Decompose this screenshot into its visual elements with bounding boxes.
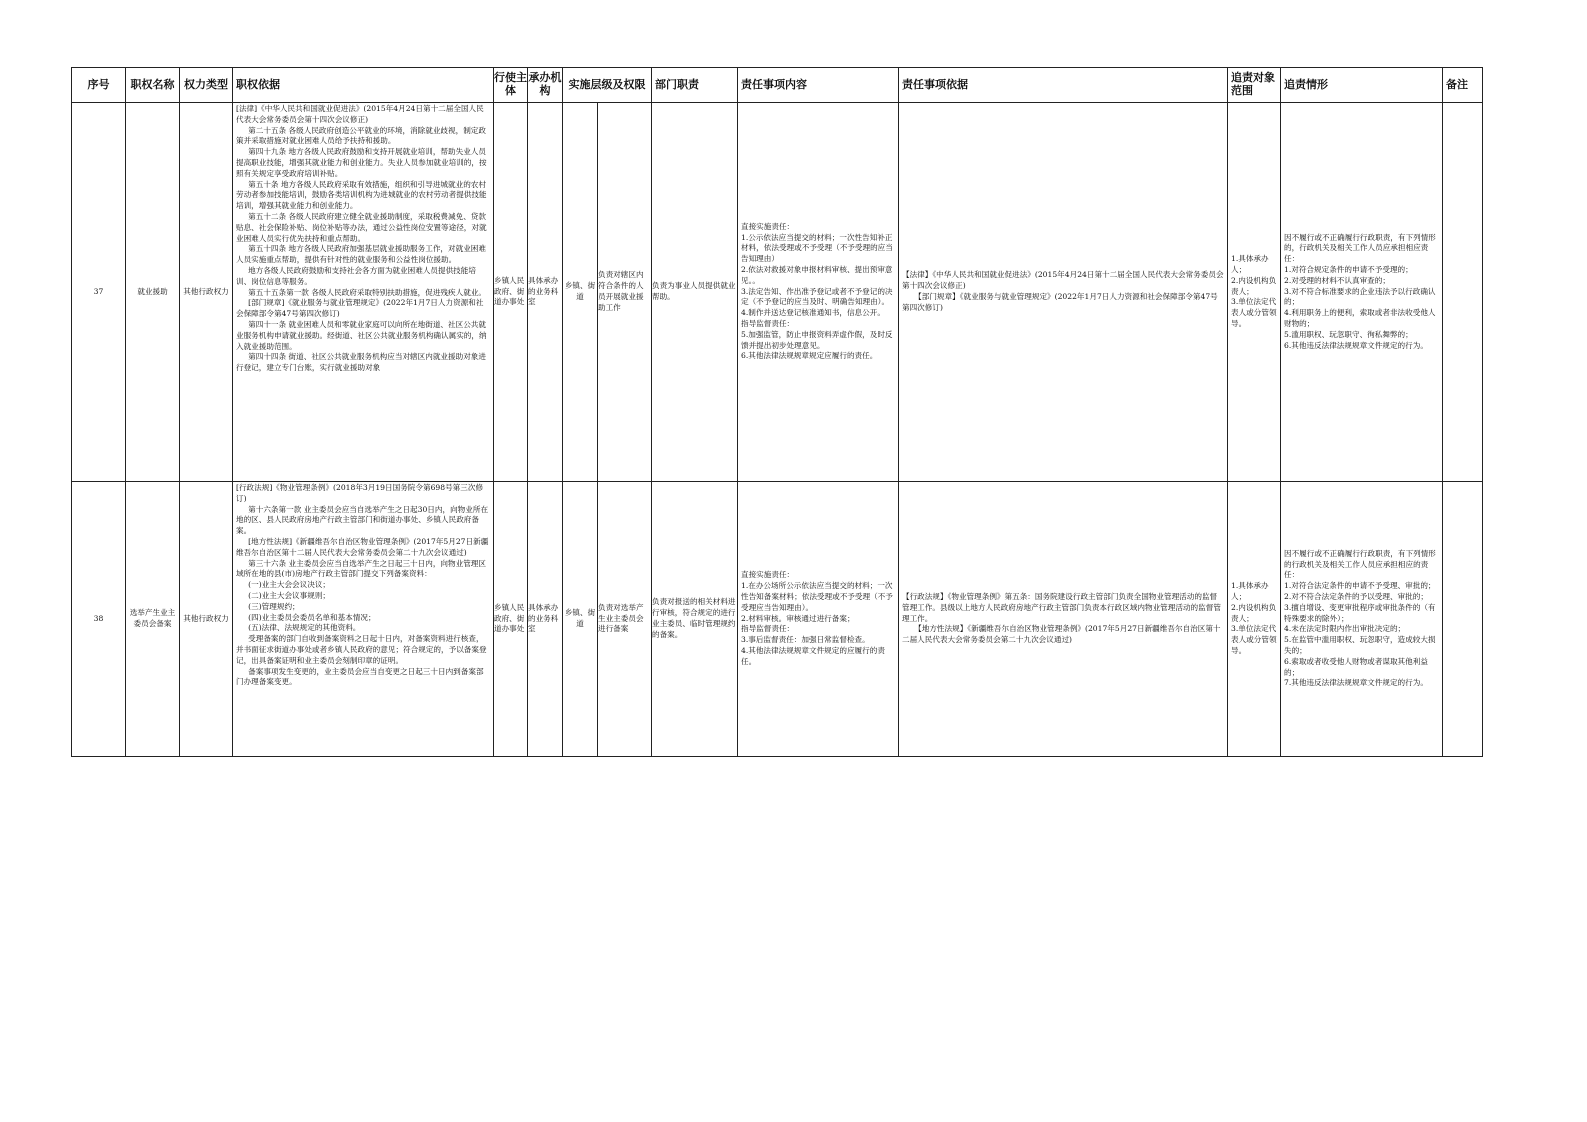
paragraph: (四)业主委员会委员名单和基本情况； [248, 612, 376, 622]
paragraph: [部门规章]《就业服务与就业管理规定》(2022年1月7日人力资源和社会保障部令第47号第四次修订) [236, 298, 484, 319]
paragraph: 第五十四条 地方各级人民政府加强基层就业援助服务工作，对就业困难人员实施重点帮助，提供有针对性的就业服务和公益性岗位援助。 [236, 244, 486, 265]
cell-basis [233, 482, 494, 757]
cell-resp [738, 103, 899, 482]
target-text [1228, 253, 1280, 331]
header-duty: 部门职责 [652, 68, 738, 103]
header-note: 备注 [1443, 68, 1483, 103]
resp-text [738, 221, 898, 363]
basis-text [233, 103, 493, 481]
table-row [72, 103, 1483, 482]
paragraph: 受理备案的部门自收到备案资料之日起十日内，对备案资料进行核查，并书面征求街道办事处或者乡镇人民政府的意见；符合规定的，予以备案登记，出具备案证明和业主委员会刻制印章的证明。 [236, 634, 487, 665]
paragraph: 1.对符合法定条件的申请不予受理、审批的； [1284, 581, 1436, 591]
paragraph: 【地方性法规】《新疆维吾尔自治区物业管理条例》(2017年5月27日新疆维吾尔自治区第十二届人民代表大会常务委员会第二十九次会议通过) [902, 624, 1221, 645]
cell-type: 其他行政权力 [180, 482, 233, 757]
header-subject: 行使主体 [494, 68, 528, 103]
header-type: 权力类型 [180, 68, 233, 103]
cell-target [1228, 103, 1281, 482]
paragraph: 第四十九条 地方各级人民政府鼓励和支持开展就业培训，帮助失业人员提高职业技能，增强其就业能力和创业能力。失业人员参加就业培训的，按照有关规定享受政府培训补贴。 [236, 147, 487, 178]
paragraph: 6.索取或者收受他人财物或者谋取其他利益的； [1284, 656, 1428, 677]
paragraph: 3.事后监督责任：加强日常监督检查。 [741, 635, 870, 645]
paragraph: 3.单位法定代表人或分管领导。 [1231, 297, 1277, 328]
cell-seq: 38 [72, 482, 126, 757]
header-seq: 序号 [72, 68, 126, 103]
paragraph: 第五十五条第一款 各级人民政府采取特别扶助措施，促进残疾人就业。 [248, 287, 486, 297]
paragraph: 5.加强监管，防止申报资料弄虚作假，及时反馈并提出初步处理意见。 [741, 329, 893, 350]
paragraph: 4.其他法律法规规章文件规定的应履行的责任。 [741, 645, 885, 666]
cases-text [1281, 232, 1442, 353]
cell-agency: 具体承办的业务科室 [528, 103, 563, 482]
header-level: 实施层级及权限 [563, 68, 652, 103]
paragraph: 指导监督责任： [741, 624, 795, 634]
paragraph: 1.对符合规定条件的申请不予受理的； [1284, 265, 1413, 274]
target-text [1228, 580, 1280, 658]
cases-text [1281, 548, 1442, 690]
paragraph: 2.内设机构负责人； [1231, 275, 1277, 296]
cell-seq: 37 [72, 103, 126, 482]
cell-name: 就业援助 [126, 103, 180, 482]
power-list-table [71, 67, 1483, 757]
paragraph: 【行政法规】《物业管理条例》第五条：国务院建设行政主管部门负责全国物业管理活动的监督管理工作。县级以上地方人民政府房地产行政主管部门负责本行政区域内物业管理活动的监督管理工作。 [902, 592, 1221, 623]
cell-subject: 乡镇人民政府、街道办事处 [494, 103, 528, 482]
paragraph: (五)法律、法规规定的其他资料。 [248, 623, 361, 633]
paragraph: (三)管理规约； [248, 601, 300, 611]
table-row [72, 482, 1483, 757]
paragraph: 第五十二条 各级人民政府建立健全就业援助制度，采取税费减免、贷款贴息、社会保险补贴、岗位补贴等办法，通过公益性岗位安置等途径，对就业困难人员实行优先扶持和重点帮助。 [236, 211, 487, 243]
paragraph: 第三十六条 业主委员会应当自选举产生之日起三十日内，向物业管理区域所在地的县(市)房地产行政主管部门提交下列备案资料： [236, 558, 486, 579]
paragraph: 1.在办公场所公示依法应当提交的材料；一次性告知备案材料；依法受理或不予受理（不予受理应当告知理由）。 [741, 581, 893, 612]
paragraph: 【部门规章】《就业服务与就业管理规定》(2022年1月7日人力资源和社会保障部令第47号第四次修订) [902, 292, 1218, 312]
paragraph: 第四十一条 就业困难人员和零就业家庭可以向所在地街道、社区公共就业服务机构申请就业援助。经街道、社区公共就业服务机构确认属实的，纳入就业援助范围。 [236, 319, 487, 351]
header-row [72, 68, 1483, 103]
paragraph: 因不履行或不正确履行行政职责，有下列情形的行政机关及相关工作人员应承担相应的责任： [1284, 548, 1436, 580]
header-agency: 承办机构 [528, 68, 563, 103]
paragraph: 2.依法对救援对象申报材料审核、提出预审意见。。 [741, 265, 893, 285]
resp-basis-text [899, 591, 1227, 647]
resp-text [738, 569, 898, 668]
header-name: 职权名称 [126, 68, 180, 103]
header-resp: 责任事项内容 [738, 68, 899, 103]
paragraph: 2.材料审核。审核通过进行备案； [741, 613, 855, 623]
paragraph: 6.其他法律法规规章规定应履行的责任。 [741, 351, 878, 361]
paragraph: 5.在监管中滥用职权、玩忽职守，造成较大损失的； [1284, 635, 1436, 655]
paragraph: 4.利用职务上的便利，索取或者非法收受他人财物的； [1284, 308, 1436, 328]
cell-scope: 负责对辖区内符合条件的人员开展就业援助工作 [598, 103, 652, 482]
paragraph: 直接实施责任： [741, 221, 795, 231]
cell-level: 乡镇、街道 [563, 103, 598, 482]
paragraph: 4.未在法定时限内作出审批决定的； [1284, 624, 1406, 634]
cell-cases [1281, 103, 1443, 482]
paragraph: 5.滥用职权、玩忽职守、徇私舞弊的； [1284, 329, 1413, 339]
cell-level: 乡镇、街道 [563, 482, 598, 757]
paragraph: 4.制作并送达登记核准通知书，信息公开。 [741, 308, 885, 318]
cell-resp-basis [899, 103, 1228, 482]
cell-subject: 乡镇人民政府、街道办事处 [494, 482, 528, 757]
paragraph: 3.法定告知、作出准予登记或者不予登记的决定（不予登记的应当及时、明确告知理由）。 [741, 286, 893, 307]
header-resp-basis: 责任事项依据 [899, 68, 1228, 103]
paragraph: 第五十条 地方各级人民政府采取有效措施，组织和引导进城就业的农村劳动者参加技能培训，鼓励各类培训机构为进城就业的农村劳动者提供技能培训，增强其就业能力和创业能力。 [236, 179, 487, 211]
paragraph: 6.其他违反法律法规规章文件规定的行为。 [1284, 340, 1428, 350]
paragraph: 2.对受理的材料不认真审查的； [1284, 275, 1390, 285]
cell-note [1443, 482, 1483, 757]
paragraph: 1.具体承办人； [1231, 581, 1269, 601]
cell-note [1443, 103, 1483, 482]
paragraph: 因不履行或不正确履行行政职责，有下列情形的，行政机关及相关工作人员应承担相应责任： [1284, 232, 1436, 264]
paragraph: 第二十五条 各级人民政府创造公平就业的环境，消除就业歧视，制定政策并采取措施对就业困难人员给予扶持和援助。 [236, 125, 486, 146]
paragraph: 第十六条第一款 业主委员会应当自选举产生之日起30日内，向物业所在地的区、县人民政府房地产行政主管部门和街道办事处、乡镇人民政府备案。 [236, 504, 489, 536]
paragraph: 直接实施责任： [741, 570, 795, 580]
paragraph: (二)业主大会议事规则； [248, 590, 331, 600]
paragraph: 1.具体承办人； [1231, 254, 1269, 274]
cell-scope: 负责对选举产生业主委员会进行备案 [598, 482, 652, 757]
paragraph: 指导监督责任： [741, 318, 795, 328]
paragraph: [法律]《中华人民共和国就业促进法》(2015年4月24日第十二届全国人民代表大会常务委员会第十四次会议修正) [236, 104, 484, 124]
paragraph: 地方各级人民政府鼓励和支持社会各方面为就业困难人员提供技能培训、岗位信息等服务。 [236, 265, 476, 286]
basis-text [233, 482, 493, 689]
paragraph: 备案事项发生变更的，业主委员会应当自变更之日起三十日内到备案部门办理备案变更。 [236, 666, 484, 687]
cell-duty: 负责为事业人员提供就业帮助。 [652, 103, 738, 482]
header-target: 追责对象范围 [1228, 68, 1281, 103]
paragraph: [行政法规]《物业管理条例》(2018年3月19日国务院令第698号第三次修订) [236, 483, 484, 503]
paragraph: 第四十四条 街道、社区公共就业服务机构应当对辖区内就业援助对象进行登记，建立专门台账，实行就业援助对象 [236, 352, 486, 373]
paragraph: 3.擅自增设、变更审批程序或审批条件的（有特殊要求的除外）； [1284, 602, 1436, 623]
cell-target [1228, 482, 1281, 757]
paragraph: [地方性法规]《新疆维吾尔自治区物业管理条例》(2017年5月27日新疆维吾尔自治区第十二届人民代表大会常务委员会第二十九次会议通过) [236, 536, 489, 557]
cell-basis [233, 103, 494, 482]
resp-basis-text [899, 269, 1227, 314]
paragraph: 3.单位法定代表人或分管领导。 [1231, 624, 1277, 655]
paragraph: 7.其他违反法律法规规章文件规定的行为。 [1284, 678, 1428, 688]
paragraph: 2.对不符合法定条件的予以受理、审批的； [1284, 592, 1428, 601]
cell-resp-basis [899, 482, 1228, 757]
cell-cases [1281, 482, 1443, 757]
paragraph: 【法律】《中华人民共和国就业促进法》(2015年4月24日第十二届全国人民代表大会常务委员会第十四次会议修正) [902, 270, 1224, 291]
paragraph: 3.对不符合标准要求的企业违法予以行政确认的； [1284, 286, 1436, 307]
header-basis: 职权依据 [233, 68, 494, 103]
paragraph: 1.公示依法应当提交的材料；一次性告知补正材料，依法受理或不予受理（不予受理的应当告知理由） [741, 232, 893, 264]
cell-type: 其他行政权力 [180, 103, 233, 482]
cell-name: 选举产生业主委员会备案 [126, 482, 180, 757]
cell-resp [738, 482, 899, 757]
paragraph: 2.内设机构负责人； [1231, 602, 1277, 623]
cell-duty: 负责对报送的相关材料进行审核，符合规定的进行业主委员、临时管理规约的备案。 [652, 482, 738, 757]
paragraph: (一)业主大会会议决议； [248, 580, 331, 590]
header-cases: 追责情形 [1281, 68, 1443, 103]
cell-agency: 具体承办的业务科室 [528, 482, 563, 757]
